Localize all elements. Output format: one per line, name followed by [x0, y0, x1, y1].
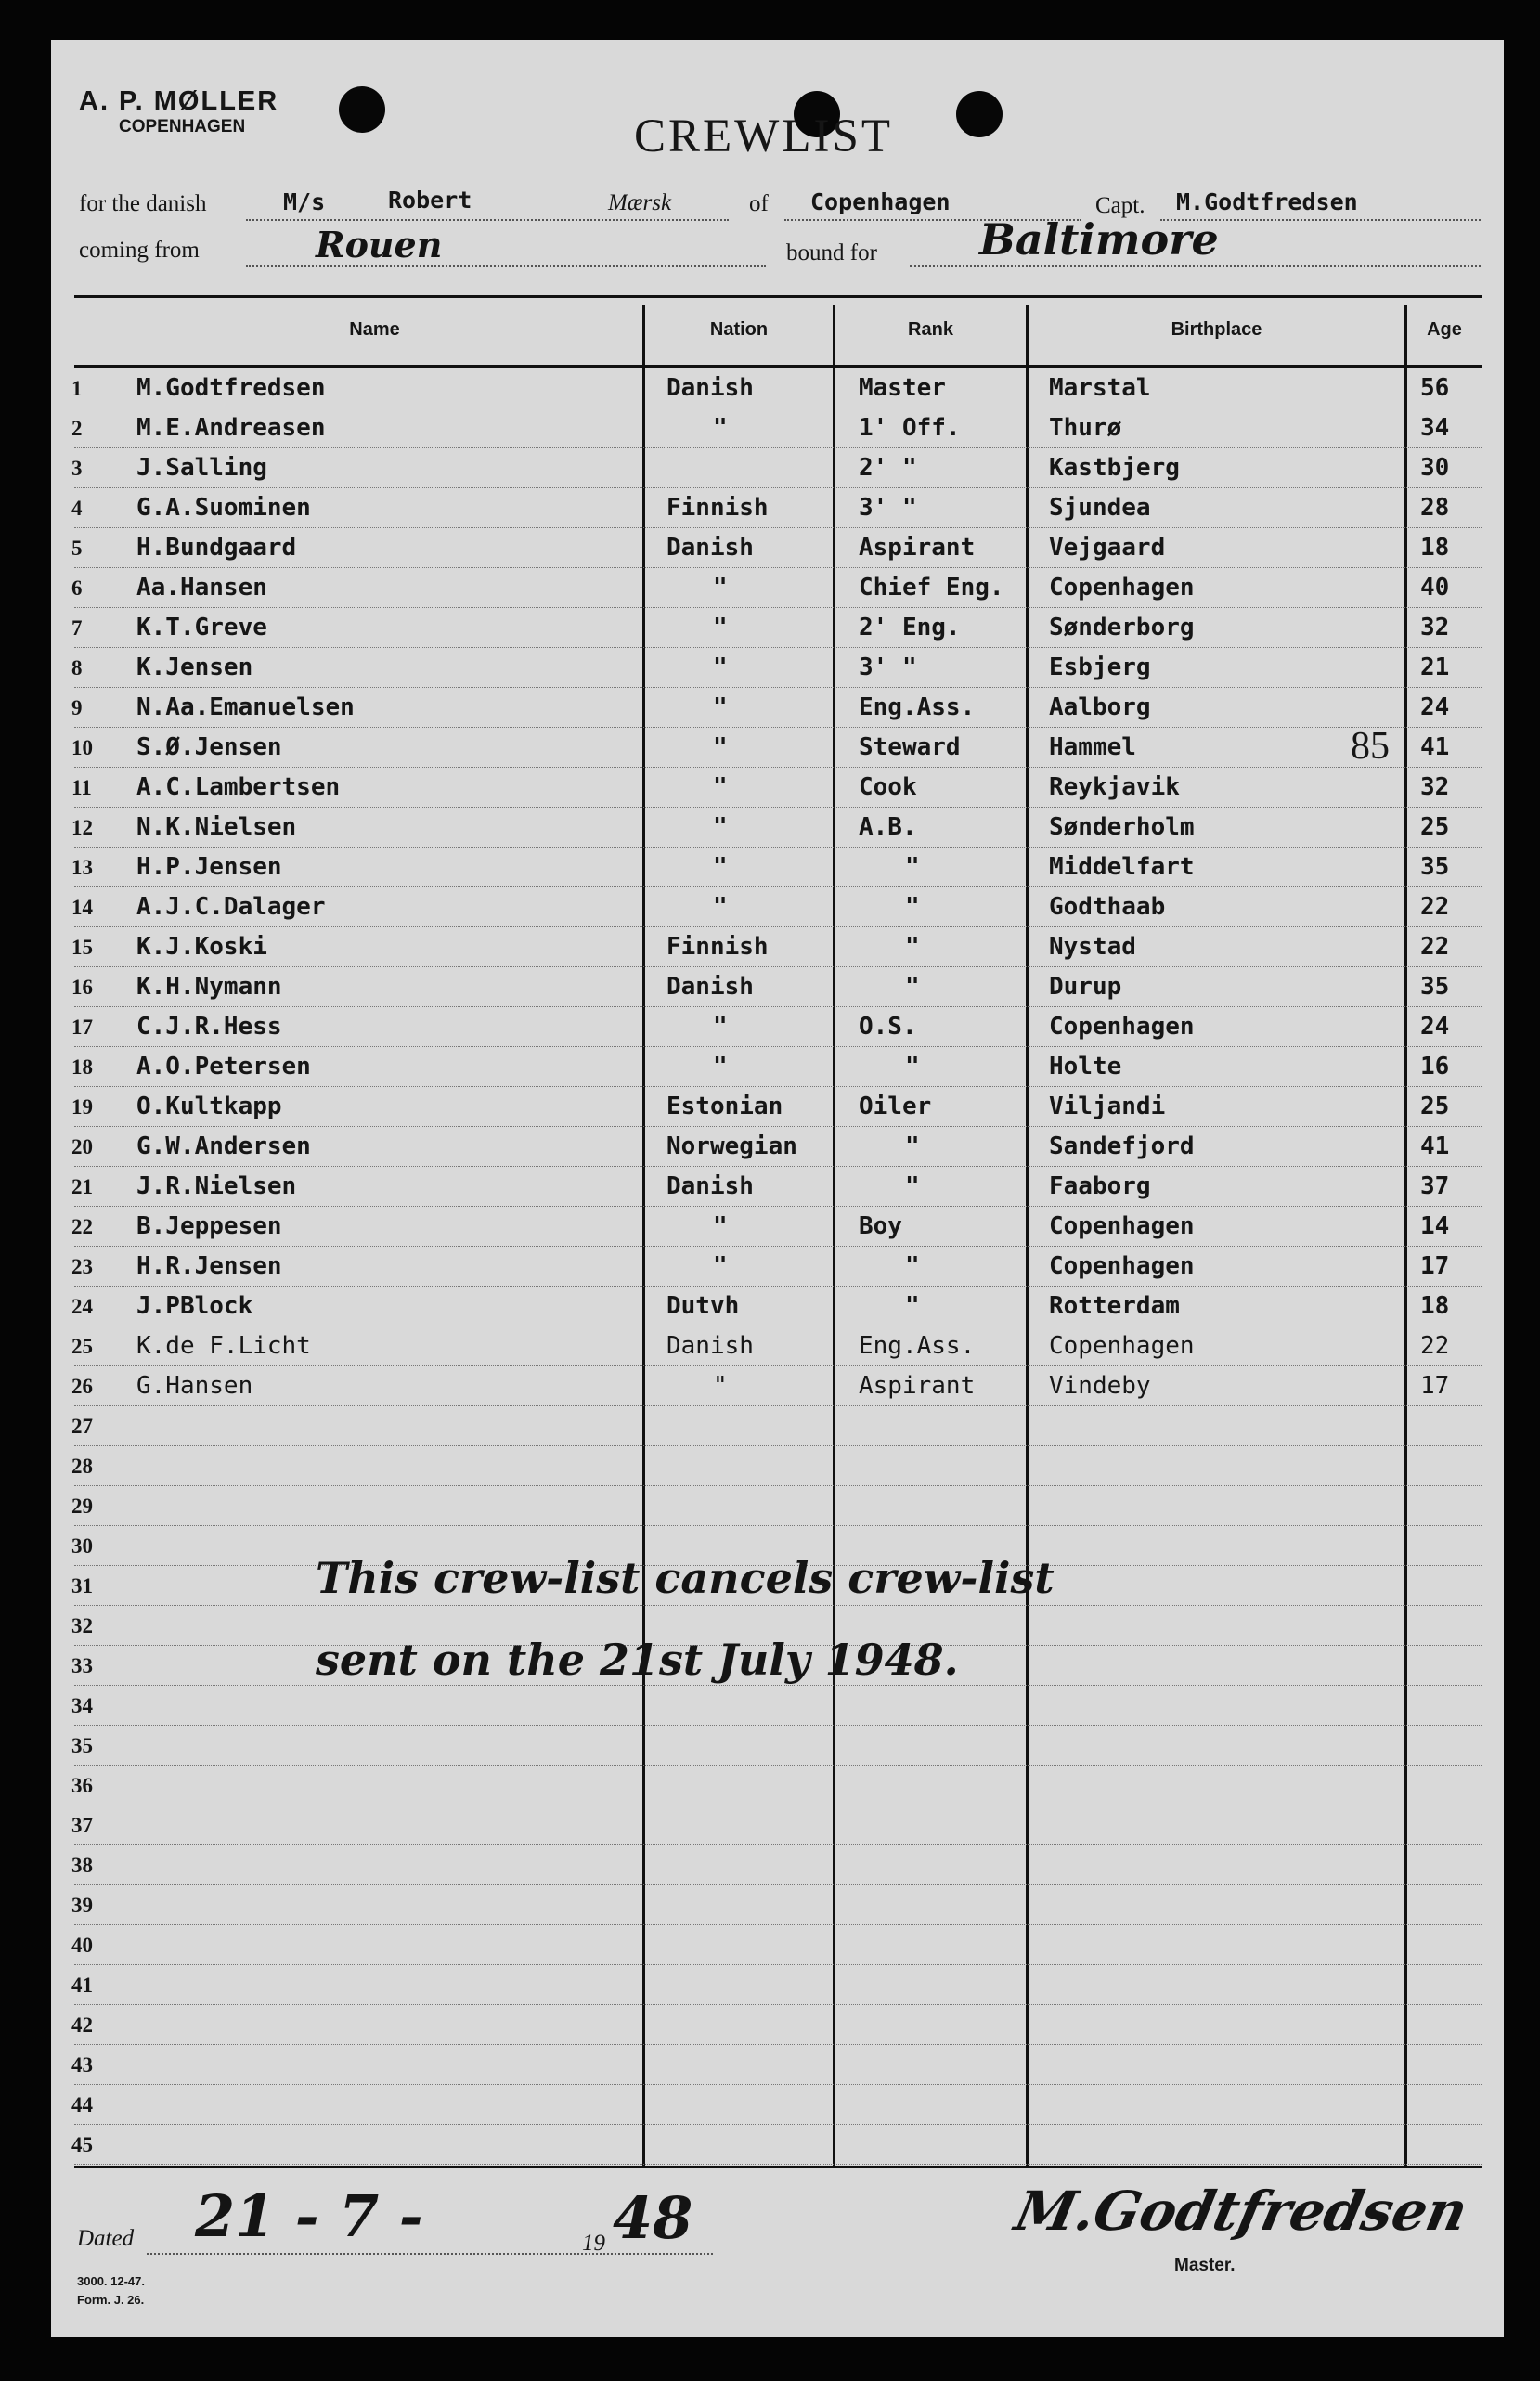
crew-age: 35 — [1420, 973, 1450, 1001]
row-rule — [74, 886, 1482, 887]
crew-name: K.Jensen — [136, 653, 253, 681]
row-number: 13 — [71, 856, 93, 879]
crew-age: 25 — [1420, 813, 1450, 841]
vessel-name-first: Robert — [388, 187, 472, 214]
crew-rank: Eng.Ass. — [859, 693, 976, 721]
row-number: 40 — [71, 1934, 93, 1957]
row-rule — [74, 2044, 1482, 2045]
row-rule — [74, 687, 1482, 688]
row-rule — [74, 1685, 1482, 1686]
row-number: 1 — [71, 377, 83, 400]
coming-from-label: coming from — [79, 238, 200, 263]
crew-name: K.H.Nymann — [136, 973, 282, 1001]
crew-nation: Danish — [666, 1172, 754, 1200]
row-rule — [74, 1725, 1482, 1726]
crew-birthplace: Sandefjord — [1049, 1132, 1195, 1160]
crew-age: 18 — [1420, 534, 1450, 562]
crew-nation: Danish — [666, 374, 754, 402]
crew-rank: Chief Eng. — [859, 574, 1004, 602]
crew-rank: 1' Off. — [859, 414, 961, 442]
crew-birthplace: Godthaab — [1049, 893, 1166, 921]
row-rule — [74, 1206, 1482, 1207]
row-rule — [74, 2004, 1482, 2005]
master-label: Master. — [1174, 2256, 1236, 2275]
crew-age: 22 — [1420, 933, 1450, 961]
crew-name: H.R.Jensen — [136, 1252, 282, 1280]
punch-hole — [956, 91, 1003, 137]
crew-name: J.Salling — [136, 454, 267, 482]
margin-note: 85 — [1351, 725, 1390, 768]
row-number: 42 — [71, 2013, 93, 2037]
row-rule — [74, 487, 1482, 488]
form-code-line-1: 3000. 12-47. — [77, 2274, 146, 2288]
crew-name: G.W.Andersen — [136, 1132, 311, 1160]
row-number: 26 — [71, 1375, 93, 1398]
row-number: 35 — [71, 1734, 93, 1757]
crew-rank: 2' " — [859, 454, 917, 482]
row-rule — [74, 807, 1482, 808]
crew-name: K.de F.Licht — [136, 1332, 311, 1360]
page-title: CREWLIST — [634, 110, 893, 162]
crew-name: Aa.Hansen — [136, 574, 267, 602]
crew-rank: " — [905, 1053, 920, 1081]
row-number: 9 — [71, 696, 83, 719]
crew-birthplace: Hammel — [1049, 733, 1136, 761]
crew-name: K.J.Koski — [136, 933, 267, 961]
row-number: 16 — [71, 976, 93, 999]
crew-age: 17 — [1420, 1252, 1450, 1280]
crew-nation: Dutvh — [666, 1292, 740, 1320]
master-signature: M.Godtfredsen — [1009, 2180, 1473, 2243]
crew-rank: Oiler — [859, 1093, 932, 1120]
bound-for-port: Baltimore — [979, 214, 1219, 265]
row-number: 34 — [71, 1694, 93, 1717]
crew-birthplace: Holte — [1049, 1053, 1122, 1081]
date-handwritten: 21 - 7 - — [195, 2182, 423, 2250]
crew-birthplace: Thurø — [1049, 414, 1122, 442]
header-bottom-border — [74, 365, 1482, 368]
capt-label: Capt. — [1095, 193, 1145, 218]
row-rule — [74, 1286, 1482, 1287]
crew-name: J.PBlock — [136, 1292, 253, 1320]
crew-nation: Finnish — [666, 494, 769, 522]
crew-age: 24 — [1420, 1013, 1450, 1041]
crew-rank: " — [905, 1252, 920, 1280]
row-rule — [74, 1046, 1482, 1047]
row-number: 3 — [71, 457, 83, 480]
vessel-name-second: Mærsk — [608, 190, 672, 215]
crew-age: 14 — [1420, 1212, 1450, 1240]
row-rule — [74, 1405, 1482, 1406]
row-rule — [74, 1884, 1482, 1885]
crew-birthplace: Sønderholm — [1049, 813, 1195, 841]
crew-nation: Estonian — [666, 1093, 783, 1120]
crew-birthplace: Rotterdam — [1049, 1292, 1180, 1320]
punch-hole — [339, 86, 385, 133]
crew-age: 32 — [1420, 614, 1450, 641]
form-code — [77, 2272, 145, 2310]
crew-nation: " — [713, 733, 728, 761]
crew-nation: Finnish — [666, 933, 769, 961]
crew-nation: " — [713, 1252, 728, 1280]
crew-birthplace: Copenhagen — [1049, 1013, 1195, 1041]
crew-age: 24 — [1420, 693, 1450, 721]
row-rule — [74, 2084, 1482, 2085]
company-header — [79, 86, 278, 137]
crew-name: M.E.Andreasen — [136, 414, 326, 442]
crew-nation: " — [713, 773, 728, 801]
crew-birthplace: Copenhagen — [1049, 1332, 1195, 1360]
crew-age: 34 — [1420, 414, 1450, 442]
crew-age: 40 — [1420, 574, 1450, 602]
row-number: 22 — [71, 1215, 93, 1238]
crew-age: 41 — [1420, 1132, 1450, 1160]
crew-nation: Norwegian — [666, 1132, 797, 1160]
of-label: of — [749, 191, 769, 216]
row-number: 2 — [71, 417, 83, 440]
crew-rank: 2' Eng. — [859, 614, 961, 641]
crew-age: 32 — [1420, 773, 1450, 801]
handwritten-note-line-1: This crew-list cancels crew-list — [316, 1553, 1055, 1603]
row-number: 44 — [71, 2093, 93, 2116]
crew-name: H.Bundgaard — [136, 534, 297, 562]
crew-name: K.T.Greve — [136, 614, 267, 641]
row-number: 21 — [71, 1175, 93, 1198]
row-rule — [74, 527, 1482, 528]
row-number: 24 — [71, 1295, 93, 1318]
row-number: 27 — [71, 1415, 93, 1438]
row-rule — [74, 1006, 1482, 1007]
crew-rank: " — [905, 1132, 920, 1160]
row-rule — [74, 1485, 1482, 1486]
row-rule — [74, 1086, 1482, 1087]
row-rule — [74, 847, 1482, 848]
crew-nation: " — [713, 414, 728, 442]
row-rule — [74, 1126, 1482, 1127]
crew-rank: " — [905, 893, 920, 921]
row-rule — [74, 2164, 1482, 2165]
crew-rank: Aspirant — [859, 534, 976, 562]
crew-name: A.O.Petersen — [136, 1053, 311, 1081]
row-rule — [74, 1246, 1482, 1247]
row-number: 14 — [71, 896, 93, 919]
crew-age: 22 — [1420, 893, 1450, 921]
crew-name: C.J.R.Hess — [136, 1013, 282, 1041]
crew-nation: Danish — [666, 534, 754, 562]
crew-rank: " — [905, 1292, 920, 1320]
crew-name: N.K.Nielsen — [136, 813, 297, 841]
crew-birthplace: Esbjerg — [1049, 653, 1151, 681]
crew-nation: " — [713, 1372, 728, 1400]
row-number: 31 — [71, 1574, 93, 1598]
column-header-rank: Rank — [908, 319, 953, 340]
row-rule — [74, 1765, 1482, 1766]
crew-rank: " — [905, 1172, 920, 1200]
row-number: 15 — [71, 936, 93, 959]
crew-birthplace: Kastbjerg — [1049, 454, 1180, 482]
handwritten-note-line-2: sent on the 21st July 1948. — [316, 1635, 959, 1685]
crew-birthplace: Vejgaard — [1049, 534, 1166, 562]
crew-birthplace: Copenhagen — [1049, 574, 1195, 602]
row-rule — [74, 647, 1482, 648]
dated-label: Dated — [77, 2226, 135, 2251]
home-port: Copenhagen — [810, 188, 951, 215]
row-number: 5 — [71, 537, 83, 560]
crew-birthplace: Nystad — [1049, 933, 1136, 961]
year-handwritten: 48 — [613, 2184, 693, 2252]
crew-nation: " — [713, 1013, 728, 1041]
crew-rank: Boy — [859, 1212, 902, 1240]
row-number: 8 — [71, 656, 83, 679]
row-rule — [74, 926, 1482, 927]
crew-name: S.Ø.Jensen — [136, 733, 282, 761]
crew-nation: Danish — [666, 1332, 754, 1360]
crew-birthplace: Middelfart — [1049, 853, 1195, 881]
row-number: 6 — [71, 576, 83, 600]
row-rule — [74, 1924, 1482, 1925]
row-number: 17 — [71, 1016, 93, 1039]
row-number: 38 — [71, 1854, 93, 1877]
row-rule — [74, 567, 1482, 568]
row-number: 30 — [71, 1534, 93, 1558]
crew-name: H.P.Jensen — [136, 853, 282, 881]
row-rule — [74, 727, 1482, 728]
crew-birthplace: Copenhagen — [1049, 1212, 1195, 1240]
row-rule — [74, 1605, 1482, 1606]
row-number: 11 — [71, 776, 92, 799]
crew-rank: " — [905, 853, 920, 881]
crew-age: 25 — [1420, 1093, 1450, 1120]
row-number: 29 — [71, 1495, 93, 1518]
crew-age: 30 — [1420, 454, 1450, 482]
row-number: 43 — [71, 2053, 93, 2077]
table-bottom-border — [74, 2166, 1482, 2168]
crew-rank: Steward — [859, 733, 961, 761]
crew-age: 37 — [1420, 1172, 1450, 1200]
crew-nation: " — [713, 813, 728, 841]
crew-age: 28 — [1420, 494, 1450, 522]
company-name: A. P. MØLLER — [79, 86, 279, 116]
row-number: 41 — [71, 1973, 93, 1997]
crew-age: 18 — [1420, 1292, 1450, 1320]
row-number: 23 — [71, 1255, 93, 1278]
row-rule — [74, 966, 1482, 967]
crew-age: 21 — [1420, 653, 1450, 681]
column-header-birthplace: Birthplace — [1171, 319, 1262, 340]
row-number: 36 — [71, 1774, 93, 1797]
crew-age: 56 — [1420, 374, 1450, 402]
crew-age: 35 — [1420, 853, 1450, 881]
crew-rank: " — [905, 933, 920, 961]
row-number: 33 — [71, 1654, 93, 1677]
crew-name: N.Aa.Emanuelsen — [136, 693, 355, 721]
crew-birthplace: Copenhagen — [1049, 1252, 1195, 1280]
row-number: 4 — [71, 497, 83, 520]
crew-rank: O.S. — [859, 1013, 917, 1041]
crew-age: 16 — [1420, 1053, 1450, 1081]
row-rule — [74, 1365, 1482, 1366]
crew-birthplace: Sjundea — [1049, 494, 1151, 522]
crew-nation: " — [713, 653, 728, 681]
crew-birthplace: Marstal — [1049, 374, 1151, 402]
column-header-nation: Nation — [709, 319, 769, 340]
crew-birthplace: Viljandi — [1049, 1093, 1166, 1120]
crew-nation: Danish — [666, 973, 754, 1001]
crew-rank: Cook — [859, 773, 917, 801]
crew-nation: " — [713, 614, 728, 641]
column-header-age: Age — [1427, 319, 1462, 340]
crew-name: B.Jeppesen — [136, 1212, 282, 1240]
crew-name: J.R.Nielsen — [136, 1172, 297, 1200]
vessel-type: M/s — [283, 188, 326, 215]
row-number: 12 — [71, 816, 93, 839]
row-rule — [74, 1525, 1482, 1526]
crew-age: 41 — [1420, 733, 1450, 761]
crew-name: G.A.Suominen — [136, 494, 311, 522]
crew-name: A.C.Lambertsen — [136, 773, 341, 801]
bound-for-label: bound for — [786, 240, 877, 265]
crew-nation: " — [713, 893, 728, 921]
crew-name: M.Godtfredsen — [136, 374, 326, 402]
crew-rank: 3' " — [859, 494, 917, 522]
row-number: 18 — [71, 1055, 93, 1079]
row-number: 7 — [71, 616, 83, 640]
row-number: 19 — [71, 1095, 93, 1119]
crew-birthplace: Reykjavik — [1049, 773, 1180, 801]
crew-rank: Eng.Ass. — [859, 1332, 976, 1360]
row-rule — [74, 447, 1482, 448]
crew-name: A.J.C.Dalager — [136, 893, 326, 921]
column-header-name: Name — [349, 319, 400, 340]
row-rule — [74, 1964, 1482, 1965]
crew-birthplace: Faaborg — [1049, 1172, 1151, 1200]
captain-name: M.Godtfredsen — [1176, 188, 1358, 215]
crew-birthplace: Durup — [1049, 973, 1122, 1001]
crew-rank: " — [905, 973, 920, 1001]
row-rule — [74, 1445, 1482, 1446]
crew-rank: 3' " — [859, 653, 917, 681]
form-code-line-2: Form. J. 26. — [77, 2293, 145, 2307]
crew-rank: Aspirant — [859, 1372, 976, 1400]
row-rule — [74, 1166, 1482, 1167]
crew-nation: " — [713, 574, 728, 602]
row-number: 39 — [71, 1894, 93, 1917]
crew-nation: " — [713, 1053, 728, 1081]
row-rule — [74, 2124, 1482, 2125]
row-number: 45 — [71, 2133, 93, 2156]
crew-name: O.Kultkapp — [136, 1093, 282, 1120]
company-city: COPENHAGEN — [119, 117, 246, 136]
crew-rank: A.B. — [859, 813, 917, 841]
for-label: for the danish — [79, 191, 207, 216]
crew-name: G.Hansen — [136, 1372, 253, 1400]
crew-rank: Master — [859, 374, 946, 402]
table-top-border — [74, 295, 1482, 298]
crew-age: 17 — [1420, 1372, 1450, 1400]
crew-nation: " — [713, 693, 728, 721]
coming-from-port: Rouen — [316, 224, 443, 265]
row-rule — [74, 1844, 1482, 1845]
crew-nation: " — [713, 853, 728, 881]
row-rule — [74, 607, 1482, 608]
row-number: 10 — [71, 736, 93, 759]
row-number: 32 — [71, 1614, 93, 1637]
crewlist-form — [51, 40, 1504, 2337]
crew-birthplace: Vindeby — [1049, 1372, 1151, 1400]
row-rule — [74, 767, 1482, 768]
year-prefix: 19 — [582, 2231, 605, 2256]
crew-birthplace: Sønderborg — [1049, 614, 1195, 641]
crew-birthplace: Aalborg — [1049, 693, 1151, 721]
row-number: 37 — [71, 1814, 93, 1837]
row-number: 20 — [71, 1135, 93, 1158]
crew-age: 22 — [1420, 1332, 1450, 1360]
crew-nation: " — [713, 1212, 728, 1240]
row-number: 28 — [71, 1455, 93, 1478]
row-number: 25 — [71, 1335, 93, 1358]
